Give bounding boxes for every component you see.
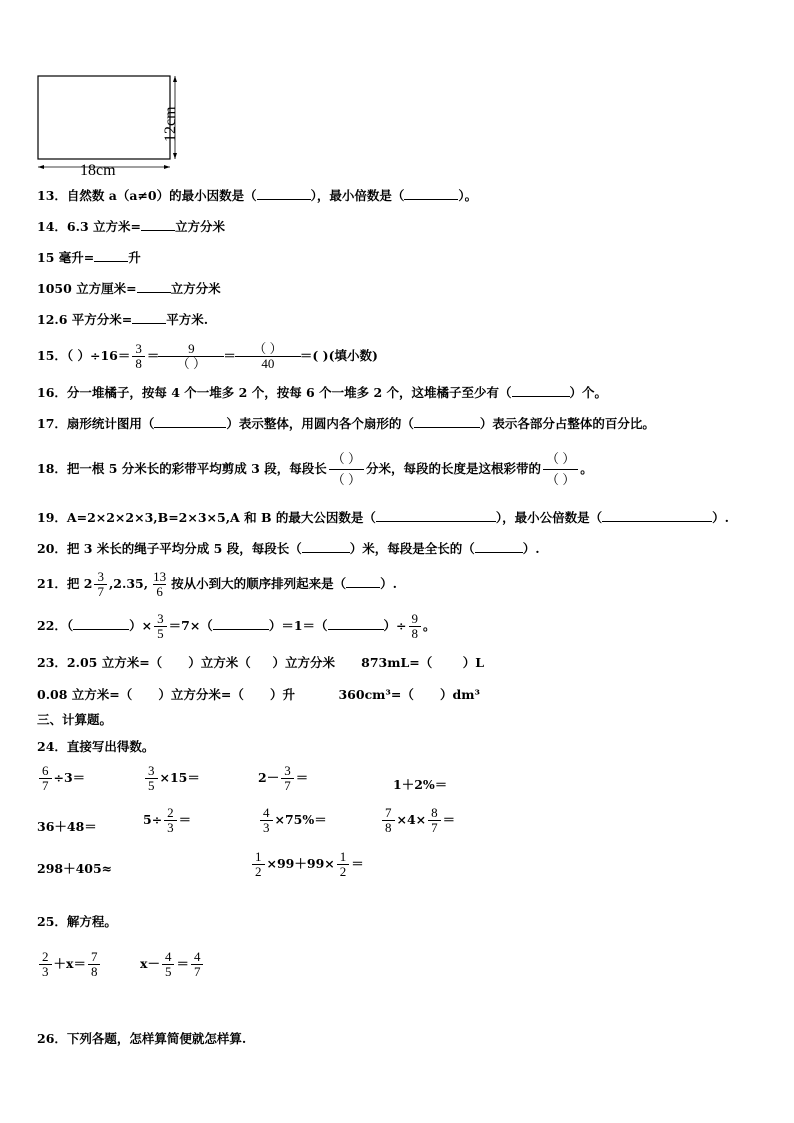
q22-text-d: ）＝1＝（ xyxy=(268,618,328,633)
q22-blank-3[interactable] xyxy=(328,617,384,630)
q19-text-b: ），最小公倍数是（ xyxy=(495,510,603,525)
q14-blank-3[interactable] xyxy=(137,280,171,293)
q13-text-c: ）。 xyxy=(458,188,478,203)
q13-text-b: ），最小倍数是（ xyxy=(310,188,405,203)
q22-text-b: ）× xyxy=(129,618,153,633)
q13-blank-2[interactable] xyxy=(404,187,458,200)
q25-equation-1: $\frac{2}{3}$ ＋x＝ $\frac{7}{8}$ xyxy=(37,950,102,979)
figure-height-label: 12cm xyxy=(162,106,179,142)
q24-item-8: $\frac{7}{8}$ ×4× $\frac{8}{7}$ ＝ xyxy=(380,806,455,835)
q22-text-c: ＝7×（ xyxy=(168,618,213,633)
q14-l3-b: 立方分米 xyxy=(170,281,221,296)
q21-frac: $\frac{13}{6}$ xyxy=(153,569,167,599)
q20-text-b: ）米，每段是全长的（ xyxy=(349,541,475,556)
q13-text-a: 13．自然数 a（a≠0）的最小因数是（ xyxy=(37,188,257,203)
q21-mixed-frac: $\frac{3}{7}$ xyxy=(94,570,107,599)
q18-frac-2: $\frac{( )}{( )}$ xyxy=(543,449,578,490)
question-14-line-3 xyxy=(37,280,221,298)
q16-text-b: ）个。 xyxy=(569,385,608,400)
question-17 xyxy=(37,415,655,433)
q24-item-6: 5÷ $\frac{2}{3}$ ＝ xyxy=(143,805,192,835)
q18-text-b: 分米，每段的长度是这根彩带的 xyxy=(365,461,541,476)
q21-text-c: 按从小到大的顺序排列起来是（ xyxy=(171,576,347,591)
q24-item-7: $\frac{4}{3}$ ×75%＝ xyxy=(258,806,327,835)
q19-text-a: 19．A=2×2×2×3,B=2×3×5,A 和 B 的最大公因数是（ xyxy=(37,510,376,525)
question-23-line-1: 23．2.05 立方米=（ ）立方米（ ）立方分米 873mL=（ ）L xyxy=(37,655,484,670)
q20-text-c: ）. xyxy=(522,541,540,556)
q13-blank-1[interactable] xyxy=(257,187,311,200)
q19-text-c: ）. xyxy=(712,510,730,525)
q24-item-9: 298＋405≈ xyxy=(37,861,113,876)
question-20 xyxy=(37,540,540,558)
q14-l1-a: 14．6.3 立方米= xyxy=(37,219,141,234)
q14-l4-a: 12.6 平方分米= xyxy=(37,312,133,327)
q17-text-a: 17．扇形统计图用（ xyxy=(37,416,155,431)
q14-l2-b: 升 xyxy=(128,250,141,265)
question-18 xyxy=(37,446,593,492)
q20-blank-2[interactable] xyxy=(475,540,523,553)
q18-text-a: 18．把一根 5 分米长的彩带平均剪成 3 段，每段长 xyxy=(37,461,327,476)
q24-item-10: $\frac{1}{2}$ ×99＋99× $\frac{1}{2}$ ＝ xyxy=(250,850,364,879)
question-24-title: 24．直接写出得数。 xyxy=(37,739,155,754)
q17-blank-2[interactable] xyxy=(414,415,480,428)
q24-item-5: 36＋48＝ xyxy=(37,819,97,834)
question-13 xyxy=(37,187,477,205)
q22-text-f: 。 xyxy=(423,618,436,633)
q20-blank-1[interactable] xyxy=(302,540,350,553)
q19-blank-2[interactable] xyxy=(602,509,712,522)
q15-text-a: 15．（ ）÷16＝ xyxy=(37,348,131,363)
q24-item-3: 2－ $\frac{3}{7}$ ＝ xyxy=(258,763,309,793)
q15-frac-1: $\frac{3}{8}$ xyxy=(132,342,145,371)
question-15: 15．（ ）÷16＝ $\frac{3}{8}$ ＝ $\frac{9}{( )}$ ＝ $\frac{( )}{40}$ ＝( )(填小数) xyxy=(37,341,378,371)
question-23-line-2: 0.08 立方米=（ ）立方分米=（ ）升 360cm³=（ ）dm³ xyxy=(37,687,480,702)
q25-equation-2: x－ $\frac{4}{5}$ ＝ $\frac{4}{7}$ xyxy=(140,950,205,979)
q21-text-a: 21．把 2 xyxy=(37,576,93,591)
q22-frac-1: $\frac{3}{5}$ xyxy=(154,612,167,641)
q21-text-b: ,2.35, xyxy=(108,576,149,591)
q22-blank-1[interactable] xyxy=(73,617,129,630)
figure-width-label: 18cm xyxy=(80,162,116,179)
question-14-line-1 xyxy=(37,218,225,236)
question-25-title: 25．解方程。 xyxy=(37,914,117,929)
q21-blank[interactable] xyxy=(346,575,380,588)
q24-item-4: 1＋2%＝ xyxy=(393,777,448,792)
q15-frac-3: $\frac{( )}{40}$ xyxy=(238,342,298,371)
q24-item-2: $\frac{3}{5}$ ×15＝ xyxy=(143,764,200,793)
section-3-heading: 三、计算题。 xyxy=(37,712,113,727)
q20-text-a: 20．把 3 米长的绳子平均分成 5 段，每段长（ xyxy=(37,541,302,556)
question-22 xyxy=(37,608,436,644)
question-14-line-4 xyxy=(37,311,208,329)
q14-l1-b: 立方分米 xyxy=(174,219,225,234)
question-26-title: 26．下列各题，怎样算简便就怎样算. xyxy=(37,1031,247,1046)
q22-text-a: 22．（ xyxy=(37,618,74,633)
q22-blank-2[interactable] xyxy=(213,617,269,630)
q21-text-d: ）. xyxy=(380,576,397,591)
question-21 xyxy=(37,566,397,602)
q22-text-e: ）÷ xyxy=(383,618,407,633)
q14-l4-b: 平方米. xyxy=(166,312,209,327)
question-16 xyxy=(37,384,607,402)
q15-tail: ＝( )(填小数) xyxy=(299,348,378,363)
q14-l3-a: 1050 立方厘米= xyxy=(37,281,137,296)
q16-blank[interactable] xyxy=(512,384,570,397)
q17-text-b: ）表示整体，用圆内各个扇形的（ xyxy=(226,416,414,431)
q24-item-1: $\frac{6}{7}$ ÷3＝ xyxy=(37,764,85,793)
q17-blank-1[interactable] xyxy=(154,415,226,428)
q19-blank-1[interactable] xyxy=(376,509,496,522)
q14-l2-a: 15 毫升= xyxy=(37,250,95,265)
question-19 xyxy=(37,509,729,527)
q18-text-c: 。 xyxy=(580,461,593,476)
q18-frac-1: $\frac{( )}{( )}$ xyxy=(329,449,364,490)
q15-frac-2: $\frac{9}{( )}$ xyxy=(161,342,221,371)
q17-text-c: ）表示各部分占整体的百分比。 xyxy=(479,416,655,431)
q22-frac-2: $\frac{9}{8}$ xyxy=(409,612,422,641)
q14-blank-1[interactable] xyxy=(141,218,175,231)
q16-text-a: 16．分一堆橘子，按每 4 个一堆多 2 个，按每 6 个一堆多 2 个，这堆橘子至少有（ xyxy=(37,385,512,400)
q14-blank-2[interactable] xyxy=(94,249,128,262)
question-14-line-2 xyxy=(37,249,141,267)
q14-blank-4[interactable] xyxy=(132,311,166,324)
